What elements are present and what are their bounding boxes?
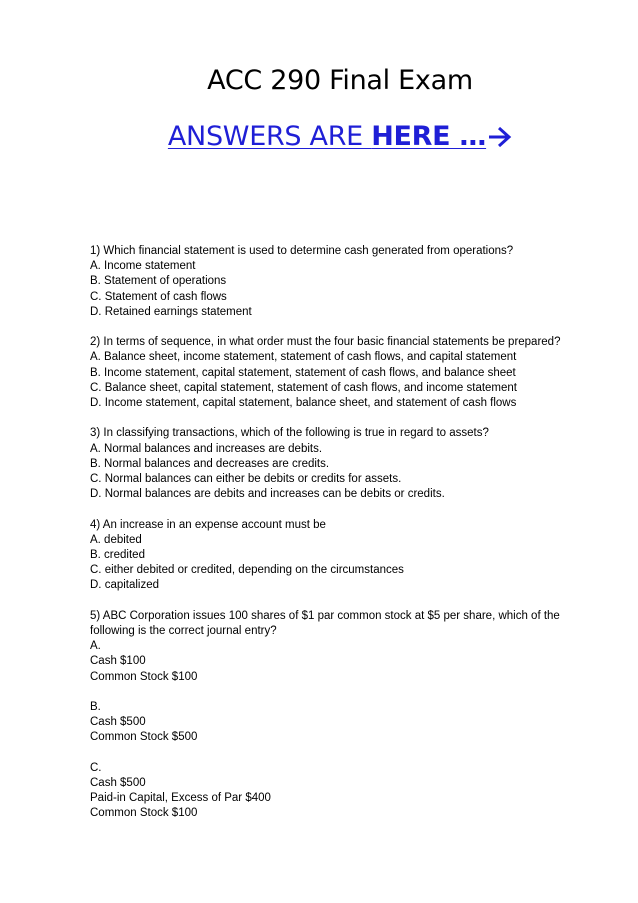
answers-link-prefix: ANSWERS ARE [167,121,372,152]
answer-option: C. Normal balances can either be debits or credits for assets. [90,473,402,486]
answer-option: D. Retained earnings statement [90,305,252,318]
answer-option: A. Normal balances and increases are debits. [90,442,323,455]
journal-entry-line: Common Stock $100 [90,670,198,683]
answer-option: A. Balance sheet, income statement, statement of cash flows, and capital statement [90,351,517,364]
journal-entry-line: Common Stock $100 [90,807,198,820]
question-4 [90,518,610,594]
answer-option: B. Income statement, capital statement, statement of cash flows, and balance sheet [90,366,516,379]
answer-option-label: A. [90,640,101,653]
journal-entry-line: Cash $500 [90,777,146,790]
answer-option: A. debited [90,533,142,546]
question-1 [90,244,610,320]
answers-link[interactable] [168,121,512,152]
answer-option: D. Normal balances are debits and increases can be debits or credits. [90,488,445,501]
question-text: 3) In classifying transactions, which of the following is true in regard to assets? [90,427,489,440]
spacer [90,746,610,761]
journal-entry-line: Common Stock $500 [90,731,198,744]
page-title: ACC 290 Final Exam [207,65,473,96]
answer-option: B. Normal balances and decreases are credits. [90,457,330,470]
answers-link-bold: HERE … [371,121,487,152]
answers-link-line [0,120,638,157]
journal-entry-line: Cash $100 [90,655,146,668]
spacer [90,685,610,700]
exam-content [90,244,610,837]
answer-option: C. either debited or credited, depending on the circumstances [90,564,404,577]
question-5 [90,609,610,822]
journal-entry-line: Cash $500 [90,716,146,729]
answer-option: B. credited [90,549,145,562]
question-text: 2) In terms of sequence, in what order must the four basic financial statements be prepared? [90,336,561,349]
answer-option: D. capitalized [90,579,160,592]
answer-option-label: B. [90,701,101,714]
question-text: following is the correct journal entry? [90,625,277,638]
question-2 [90,335,610,411]
journal-entry-line: Paid-in Capital, Excess of Par $400 [90,792,271,805]
question-text: 5) ABC Corporation issues 100 shares of $1 par common stock at $5 per share, which of the [90,609,560,622]
answer-option: C. Balance sheet, capital statement, statement of cash flows, and income statement [90,381,517,394]
question-text: 1) Which financial statement is used to determine cash generated from operations? [90,245,514,257]
right-arrow-icon [488,123,512,157]
answer-option: A. Income statement [90,260,196,273]
question-3 [90,426,610,502]
answer-option: C. Statement of cash flows [90,290,227,303]
question-text: 4) An increase in an expense account must be [90,518,326,531]
answer-option: D. Income statement, capital statement, balance sheet, and statement of cash flows [90,397,517,410]
answer-option: B. Statement of operations [90,275,227,288]
answer-option-label: C. [90,761,102,774]
